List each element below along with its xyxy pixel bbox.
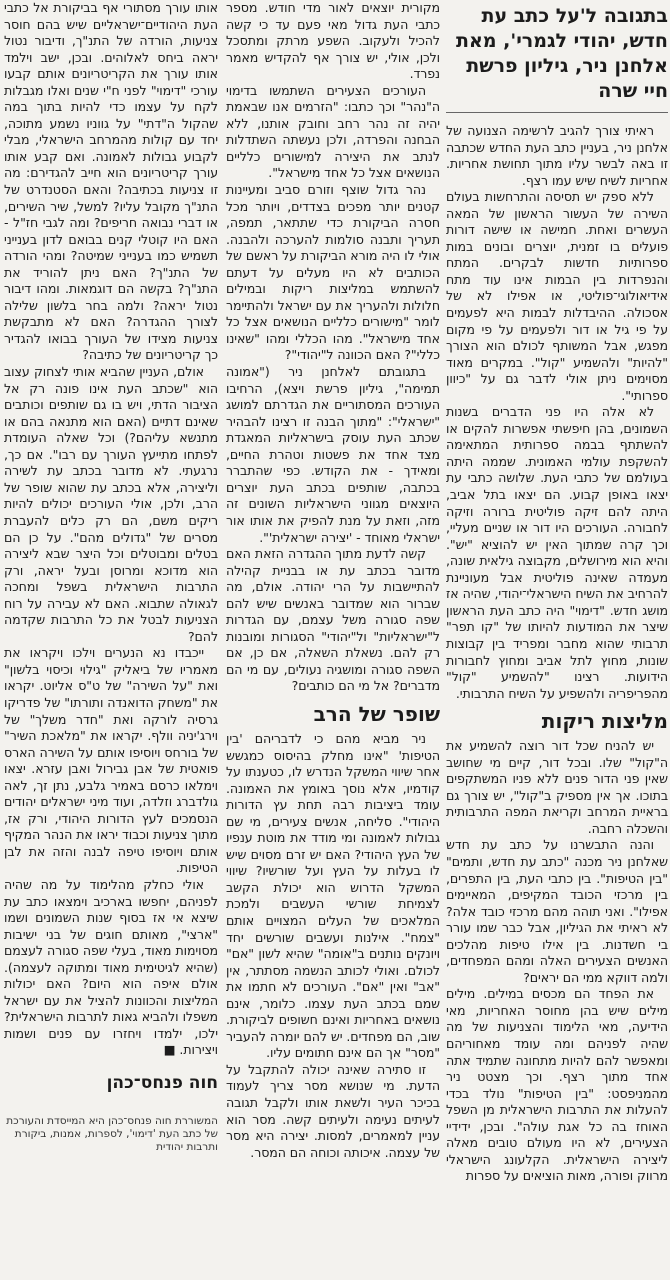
title-divider — [446, 112, 668, 113]
article-paragraph: מקורית יוצאים לאור מדי חודש. מספר כתבי העת גדול מאי פעם עד כי קשה להכיל ולעקוב. השפע מרתק ומתסכל ולכן, אולי, יש צורך אף להקדיש מאמר נפרד. — [226, 0, 440, 82]
article-paragraph: ללא ספק יש תסיסה והתרחשות בעולם השירה של העשור הראשון של המאה העשרים ואחת. חמישה או שישה דורות פועלים בו זמנית, יוצרים ובונים במות ספרותיות חדשות לבקרים. המתח והנפרדות בין הבמות אינו עוד מתח אידיאולוגי־פוליטי, או אפילו לא של אסכולה. ההיבדלות לבמות היא לפעמים על פי גיל או דור ולפעמים על פי מקום מפגש, אבל המשותף לכולם הוא הצורך "להיות" ולהשמיע "קול". במקרים מאוד מסוימים ניתן אולי לדבר גם על "כיוון ספרותי". — [446, 189, 668, 403]
author-byline: חוה פנחס־כהן — [106, 1073, 218, 1093]
article-paragraph: קשה לדעת מתוך ההגדרה הזאת האם מדובר בכתב עת או בבניית קהילה להתיישבות על הרי יהודה. אולם, מה שברור הוא שמדובר באנשים שיש להם שפה סגורה משל עצמם, עם הגדרות ל"ישראליות" ול"יהודי" הסגורות ומובנות רק להם. נשאלת השאלה, אם כן, אם השפה סגורה ומושגיה נעולים, עם מי הם מדברים? אל מי הם כותבים? — [226, 546, 440, 694]
article-paragraph: והנה התבשרנו על כתב עת חדש שאלחנן ניר מכנה "כתב עת חדש, ותמים" "בין הטיפות". בין כתבי העת, בין התפרים, בין מרכזי הכובד המקיפים, המאיימים אפילו". ואני תוהה מהם מרכזי כובד אלה? לא ראיתי את הגיליון, אבל כבר שמו עורר בי חשדנות. בין אילו טיפות מהלכים האנשים הצעירים האלה ומהם המפחדים, ולמה דווקא ממי הם יראים? — [446, 837, 668, 985]
section-heading: מליצות ריקות — [541, 709, 668, 734]
column-left — [4, 0, 218, 1280]
article-paragraph: אותו עורך מסתורי אף בביקורת אל כתבי העת היהודיים־ישראליים שיש בהם חוסר צניעות, הורדה של התנ"ך, ודיבור נטול יראה ביחס לאלוהים. ובכן, ישב וילמד אותו עורך את הקריטריונים אותם קבעו עורכי "דימוי" לפני ח"י שנים ואלו מגבלות לקח על עצמו כדי להיות בתוך במה שהקול ה"דתי" על גווניו נשמע מתוכה, יחד עם קולות מהמרחב הישראלי, מבלי לקבוע גבולות לאמונה. ואם קבע אותו עורך קריטריונים הוא חייב להגדירם: מה זו צניעות בכתיבה? והאם הסטנדרט של התנ"ך מקובל עליו? למשל, שיר השירים, או דברי נבואה חריפים? ומה לגבי חז"ל - האם היו קוטלי קנים בבואם לדון בענייני תשמיש כמו בענייני שמיטה? ומהי הורדה של התנ"ך? האם ניתן להוריד את התנ"ך? בקשה הם דוגמאות. ומהו דיבור נטול יראה? ולמה בחר בלשון שלילה לצורך ההגדרה? האם לא מתבקשת צניעות מצידו של העורך בבואו להגדיר כך קריטריונים של כתיבה? — [4, 0, 218, 363]
article-paragraph: ייכבדו נא הנערים וילכו ויקראו את מאמריו של ביאליק "גילוי וכיסוי בלשון" ואת "על השירה" של ט"ס אליוט. יקראו את "משחק הדואנדה ותורתו" של פדריקו גרסיה לורקה ואת "חדר משלך" של וירג'יניה וולף. יקראו את "מלאכת השיר" של בורחס ויוסיפו אותם על השירה הארס פואטית של אבן גבירול ואבן עזרא. יצאו וימלאו כרסם באמיר גלבע, נתן זך, לאה גולדברג וזלדה, ועוד מיני ישראלים יהודים הנסמכים לעץ הדורות היהודי, ורק אז, מתוך צניעות וכבוד יראו את הנהר המקיף אותם ויוסיפו טיפה לבנה והזה את לבן הטיפות. — [4, 645, 218, 876]
article-paragraph: בתגובתם לאלחנן ניר ("אמונה תמימה", גיליון פרשת ויצא), הרחיבו העורכים המסתוריים את הגדרתם למושג "ישראלי": "מתוך הבנה זו רצינו להבהיר שכתב העת עוסק בישראליות המאגדת מצד אחד את פשטות וטהרת החיים, ומאידך - את הקודש. כפי שהתברר בכתבה, שותפים בכתב העת יוצרים היוצאים מגווני הישראליות השונים זה מזה, וזאת על מנת להפיק את אותו אור ישראלי מאוחד - 'יצירה ישראלית'". — [226, 364, 440, 545]
article-title: בתגובה ל'על כתב עת חדש, יהודי לגמרי', מאת אלחנן ניר, גיליון פרשת חיי שרה — [456, 5, 668, 102]
column-right — [446, 0, 668, 1280]
article-paragraph: אולם, העניין שהביא אותי לצחוק עצוב הוא "שכתב העת אינו פונה רק אל הציבור הדתי, ויש בו גם שותפים וכותבים שאינם דתיים (האם הוא מתנאה בהם או מתנשא עליהם?) וכל שאלה העומדת לפתחו מתייעץ העורך עם רבו". אם כך, נרגעתי. לא מדובר בכתב עת לשירה וליצירה, אלא בכתב עת שהוא שופר של הרב, ולכן, אולי העורכים יכולים להיות ריקים משם, הם רק כלים להעברת מסרים של "גדולים מהם". על כן הם בטלים ומבוטלים וכל היצר שבא ליצירה הוא מדוכא ומרוסן ובעל יראה, ורק התרבות הישראלית בשפל ומחכה לגאולה שתבוא. האם לא עבירה על רוח הצניעות לבטל את כל התרבות שקדמה להם? — [4, 364, 218, 644]
article-paragraph: ראיתי צורך להגיב לרשימה הצנועה של אלחנן ניר, בעניין כתב העת החדש שכתבה זו באה לבשר עליו מתוך תחושת אחריות. אחריות לשיח שיש עמו רצף. — [446, 123, 668, 188]
article-paragraph: נהר גדול שוצף וזורם סביב ומעיינות קטנים יותר מפכים בצדדים, ויותר מכל חסרה הביקורת כדי שתתאר, תמפה, תעריך ותבנה סולמות להערכה ולהבנה. אולי לו היה מורא הביקורת על ראשם של הכותבים לא היו מעלים על דעתם להשתמש במליצות ריקות ובמילים חלולות ולהעריך את עם ישראל ולהתיימר לומר "מישורים כלליים הנושאים אצל כל אחד מישראל". מהו הכללי ומהו "שאינו כללי"? האם הכוונה ל"יהודי"? — [226, 182, 440, 363]
article-paragraph: זו סתירה שאינה יכולה להתקבל על הדעת. מי שנושא מסר צריך לעמוד בכיכר העיר ולשאת אותו ולקבל תגובה לעיתים נעימה ולעיתים קשה. מסר הוא עניין למאמרים, למסות. יצירה היא מסר של עצמה. איכותה וכוחה הם המסר. — [226, 1061, 440, 1160]
article-paragraph: את הפחד הם מכסים במילים. מילים מילים שיש בהן מחוסר האחריות, מאי הידיעה, מאי הלימוד והצניעות של מה שהיה לפניהם ומה עומד מאחוריהם ומאפשר להם להיות מתחונה שתמיד אתה אחד מתוך רצף. וכך מצטט ניר מהמניפסט: "בין הטיפות" נולד בכדי להעלות את התרבות הישראלית מן השפל האוחז בה כל אגת עולה". ובכן, ידידיי הצעירים, לא היו מעולם טובים מאלה ליצירה הישראלית. הקלעונג הישראלי מרווק ופורה, מאות הוציאים על ספרות — [446, 986, 668, 1184]
article-paragraph: ניר מביא מהם כי לדבריהם 'בין הטיפות' "אינו מחלק בהיסוס כמגשש אחר שיווי המשקל הנדרש לו, כטענתו על קודמיו, אלא נוסך באומץ את האמונה. עומד ביציבות רבה תחת עץ הדורות היהודי". סליחה, אנשים צעירים, מי שם גבולות לאמונה ומי מודד את מוטת ענפיו של העץ היהודי? האם יש זרם מסוים שיש לו בעלות על העץ ועל שורשיו? שיווי המשקל הדרוש הוא יכולת הקשב לצמיחת שורשי העשבים ולמכת המלאכים של העלים המצויים אותם "צמח". אילנות ועשבים שורשים יחד ויונקים נותנים ב"אומה" שהיא לשון "אם" לכולם. ואולי לכותב הנשמה מסתתר, אין "אב" ואין "אם". העורכים לא חתמו את שמם בכתב העת עצמו. כלומר, אינם נושאים באחריות ואינם חשופים לביקורת. שוב, הם מפחדים. יש להם יומרה להעביר "מסר" אך הם אינם חתומים עליו. — [226, 730, 440, 1061]
author-bio: המשוררת חוה פנחס־כהן היא המייסדת והעורכת של כתב העת 'דימוי', לספרות, אמנות, ביקורת ותרבות יהודית — [6, 1115, 218, 1153]
article-paragraph: לא אלה היו פני הדברים בשנות השמונים, בהן חיפשתי אפשרות להקים או להשתתף בבמה ספרותית המתאימה להשקפת עולמי האמונית. שממה היתה בעולמם של כתבי העת. שלושה כתבי עת יצאו באופן קבוע. הם יצאו בתל אביב, היתה להם זיקה פוליטית ברורה וזיקה לחבורה. העורכים היו דור או שניים מעליי, וכך קרה שמתוך האין יש להוציא "יש". והיא הוא מירושלים, מקבוצה גילאית שונה, מעמדה שאינה פוליטית אבל מעוניינת להרחיב את השיח הישראלי־יהודי, שהיה אז מושג חדש. "דימוי" היה כתב העת הראשון שיצר את המודעות להיותו של "קו תפר" תרבותי שהוא מחבר ומפריד בין קבוצות שונות, מחוץ לתל אביב ומחוץ לחבורות הידועות. רצינו "להשמיע "קול" מהפריפריה ולהשפיע על השיח התרבותי. — [446, 404, 668, 701]
article-paragraph: יש להניח שכל דור רוצה להשמיע את ה"קול" שלו. ובכל דור, קיים מי שחושב שאין פני הדור פנים ללא פניו המשתקפים בתוכו. אך אין מספיק ב"קול", יש צורך גם בראיית המרחב וקריאת המפה התרבותית והשכלה רחבה. — [446, 738, 668, 836]
column-middle — [226, 0, 440, 1280]
section-heading: שופר של הרב — [313, 701, 440, 726]
article-paragraph: העורכים הצעירים השתמשו בדימוי ה"נהר" וכך כתבו: "הזרמים אנו שבאמת יהיה זה נהר רחב וחובק אותנו, ללא הבחנה והפרדה, ולכן נעשתה השתדלות לנתב את היצירה למישורים כלליים הנושאים אצל כל אחד מישראל". — [226, 82, 440, 181]
article-paragraph: אולי כחלק מהלימוד על מה שהיה לפניהם, יחפשו בארכיב וימצאו כתב עת שיצא אי אז בסוף שנות השמונים ושמו "ארצי", מאותם חוגים של בני ישיבות מסוימות מאוד, בעלי שפה סגורה לעצמם (שהיא לגיטימית מאוד ומתוקה לעצמה). אולם איפה הוא היום? האם יכולות המליצות והכוונות להציל את עם ישראל משפלו ולהביא גאות לתרבות הישראלית? ילכו, ילמדו ויחזרו עם פנים ושמות ויצירות. ■ — [4, 876, 218, 1058]
